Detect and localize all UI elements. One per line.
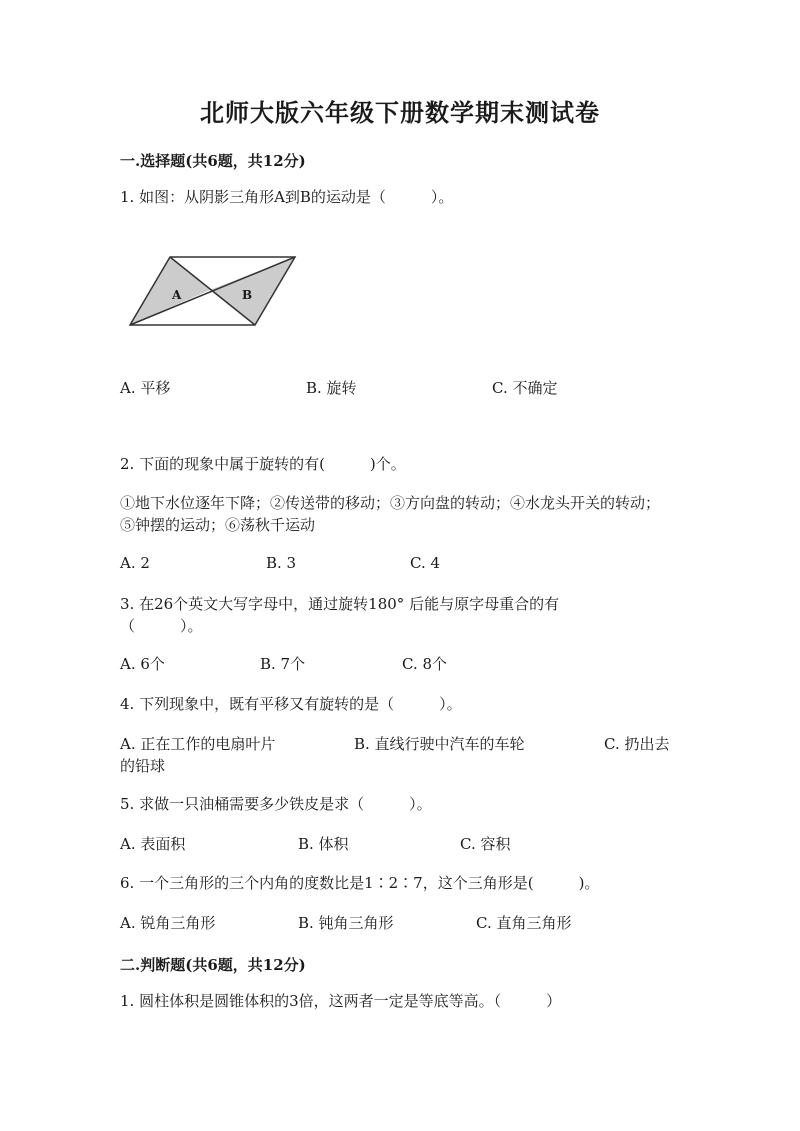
question-6: 6. 一个三角形的三个内角的度数比是1∶2∶7，这个三角形是( )。 [120, 874, 600, 892]
page-title: 北师大版六年级下册数学期末测试卷 [200, 98, 600, 127]
option-c: C. 8个 [402, 655, 448, 673]
question-3-options [120, 653, 680, 675]
question-1-options [120, 377, 680, 399]
option-b: B. 3 [266, 554, 297, 572]
shaded-triangle-a [130, 257, 210, 325]
option-c: C. 不确定 [492, 379, 558, 397]
question-3-blank: （ ）。 [120, 617, 203, 635]
question-2-detail: ①地下水位逐年下降；②传送带的移动；③方向盘的转动；④水龙头开关的转动；⑤钟摆的运动；⑥荡秋千运动 [120, 494, 661, 534]
option-a: A. 正在工作的电扇叶片 [120, 735, 276, 753]
section-heading-judgment: 二.判断题(共6题，共12分) [120, 956, 306, 974]
question-4-option-c-continued: 的铅球 [120, 757, 166, 775]
option-a: A. 平移 [120, 379, 171, 397]
question-4: 4. 下列现象中，既有平移又有旋转的是（ ）。 [120, 695, 462, 713]
option-a: A. 2 [120, 554, 150, 572]
option-c: C. 容积 [460, 835, 511, 853]
parallelogram-figure [125, 250, 305, 335]
option-a: A. 6个 [120, 655, 165, 673]
option-b: B. 直线行驶中汽车的车轮 [354, 735, 525, 753]
question-1: 1. 如图：从阴影三角形A到B的运动是（ ）。 [120, 188, 454, 206]
option-b: B. 钝角三角形 [298, 914, 394, 932]
question-2-options [120, 554, 680, 576]
question-3: 3. 在26个英文大写字母中，通过旋转180° 后能与原字母重合的有 [120, 595, 560, 613]
label-a: A [172, 288, 182, 302]
option-a: A. 表面积 [120, 835, 186, 853]
question-2: 2. 下面的现象中属于旋转的有( )个。 [120, 455, 406, 473]
option-a: A. 锐角三角形 [120, 914, 216, 932]
shaded-triangle-b [210, 257, 295, 325]
question-5: 5. 求做一只油桶需要多少铁皮是求（ ）。 [120, 795, 432, 813]
question-6-options [120, 912, 680, 934]
option-b: B. 旋转 [306, 379, 357, 397]
judgment-1: 1. 圆柱体积是圆锥体积的3倍，这两者一定是等底等高。（ ） [120, 992, 562, 1010]
section-heading-choice: 一.选择题(共6题，共12分) [120, 152, 306, 170]
question-4-options [120, 733, 680, 755]
question-5-options [120, 833, 680, 855]
option-b: B. 7个 [260, 655, 306, 673]
option-c: C. 扔出去 [604, 735, 670, 753]
option-c: C. 4 [410, 554, 441, 572]
label-b: B [242, 288, 253, 302]
option-b: B. 体积 [298, 835, 349, 853]
option-c: C. 直角三角形 [476, 914, 572, 932]
